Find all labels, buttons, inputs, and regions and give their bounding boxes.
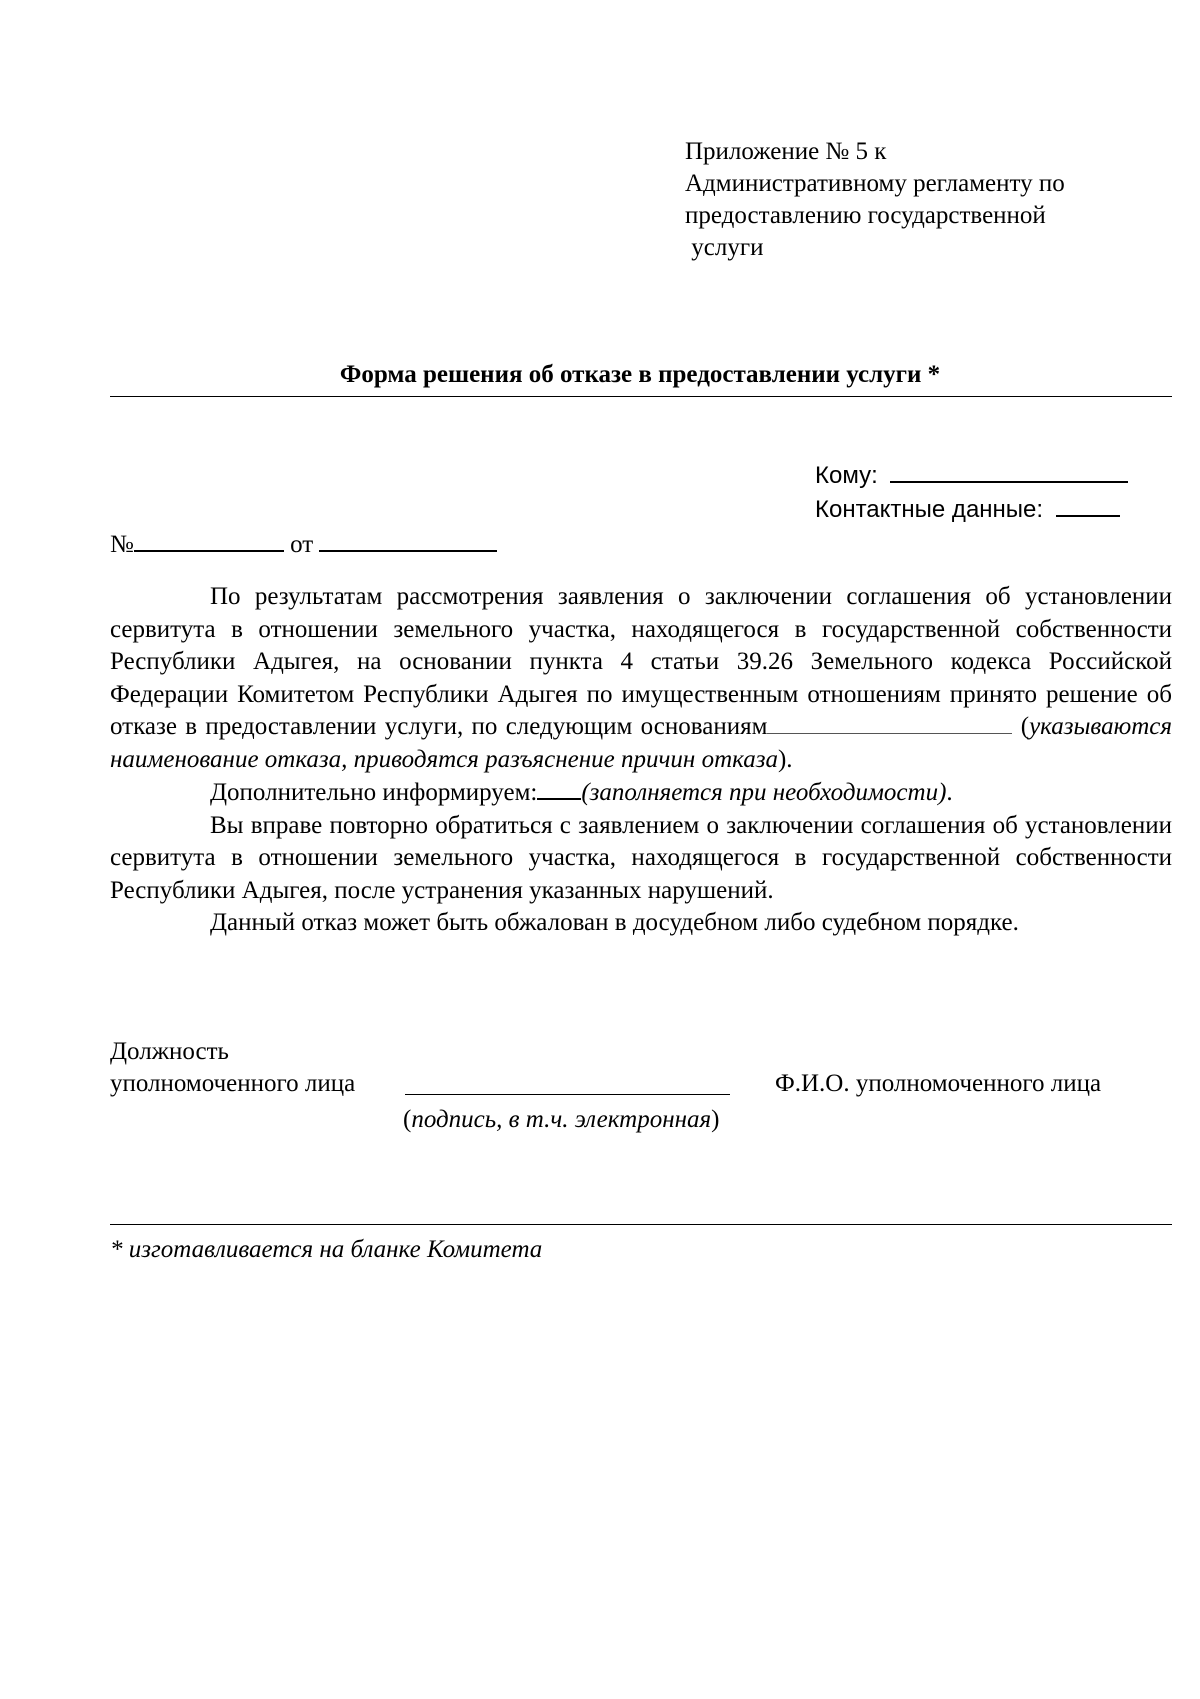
addressee-to-row <box>815 459 1128 493</box>
signature-blank[interactable] <box>405 1094 730 1095</box>
addressee-contact-row <box>815 493 1128 527</box>
p1-close: ). <box>777 745 793 773</box>
addressee-to-blank[interactable] <box>890 459 1128 483</box>
p2-end: . <box>946 779 953 806</box>
refusal-grounds-blank[interactable] <box>767 711 1012 734</box>
caption-text: подпись, в т.ч. электронная <box>411 1106 712 1133</box>
addressee-contact-label: Контактные данные: <box>815 496 1044 523</box>
body-paragraph-3: Вы вправе повторно обратиться с заявлением о заключении соглашения об установлении сервитута в отношении земельного участка, находящегося в государственной собственности Республики Адыгея, после устранения указанных нарушений. <box>110 811 1172 904</box>
signature-position <box>110 1036 355 1100</box>
additional-info-blank[interactable] <box>537 776 581 800</box>
position-line-2: уполномоченного лица <box>110 1070 356 1097</box>
title-underline <box>110 396 1172 397</box>
addressee-to-label: Кому: <box>815 462 878 489</box>
number-sign: № <box>110 531 134 558</box>
document-title: Форма решения об отказе в предоставлении услуги * <box>339 361 941 388</box>
document-number-line <box>110 528 497 561</box>
addressee-contact-blank[interactable] <box>1056 493 1120 517</box>
appendix-note <box>685 136 1145 264</box>
document-date-blank[interactable] <box>319 528 497 552</box>
appendix-line-1: Приложение № 5 к <box>685 138 887 165</box>
appendix-line-3: предоставлению государственной <box>685 202 1046 229</box>
body-paragraph-4: Данный отказ может быть обжалован в досудебном либо судебном порядке. <box>210 909 1019 936</box>
footnote-divider <box>110 1224 1172 1225</box>
p1-hint: указываются наименование отказа, приводятся разъяснение причин отказа <box>110 713 1173 773</box>
document-number-blank[interactable] <box>134 528 284 552</box>
appendix-line-2: Административному регламенту по <box>685 170 1065 197</box>
date-from-label: от <box>290 531 314 558</box>
footnote: * изготавливается на бланке Комитета <box>110 1236 543 1263</box>
document-body <box>110 581 1172 940</box>
addressee-block <box>815 459 1128 527</box>
p2-hint: (заполняется при необходимости) <box>581 779 947 806</box>
p2-text: Дополнительно информируем: <box>210 779 538 806</box>
caption-open: ( <box>403 1106 412 1133</box>
appendix-line-4: услуги <box>685 234 764 261</box>
body-paragraph-2 <box>110 776 1172 810</box>
p1-text: По результатам рассмотрения заявления о заключении соглашения об установлении сервитута в отношении земельного участка, находящегося в государственной собственности Республики Адыгея, на основании пункта 4 статьи 39.26 Земельного кодекса Российской Федерации Комитетом Республики Адыгея по имущественным отношениям принято решение об отказе в предоставлении услуги, по следующим основаниям <box>110 583 1172 740</box>
p1-open: ( <box>1012 713 1030 740</box>
signature-caption <box>403 1104 719 1136</box>
caption-close: ) <box>711 1106 720 1133</box>
signer-fio: Ф.И.О. уполномоченного лица <box>775 1070 1102 1097</box>
position-line-1: Должность <box>110 1038 229 1065</box>
body-paragraph-1 <box>110 581 1172 776</box>
